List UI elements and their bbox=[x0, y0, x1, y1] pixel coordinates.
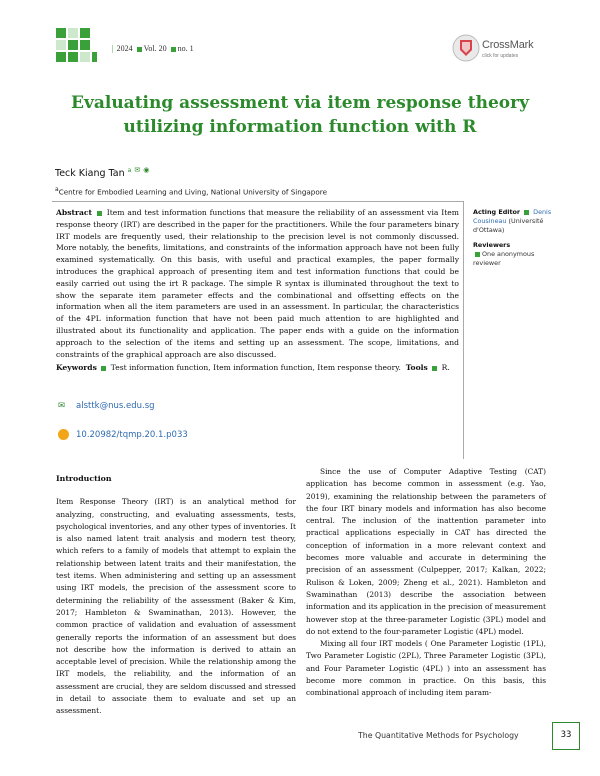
abstract-text: Item and test information functions that measure the reliability of an assessment via Item response theory (IRT) are described in the paper for the practitioners. While the four parameters binary IRT models are frequently used, their relationship to the precision level is not commonly discussed. More notably, the benefits, limitations, and constraints of the information approach have not been fully examined systematically. On this basis, with useful and practical examples, the paper formally introduces the graphical approach of presenting item and test information functions that could be easily carried out using the irt R package. The simple R syntax is illuminated throughout the text to show the separate item parameter effects and the combinational and offsetting effects on the information when all the item parameters are used in an assessment. In particular, the characteristics of the 4PL information function that have not been paid much attention to are highlighted and illustrated about its functionality and application. The paper ends with a guide on the information approach to the selection of the items and setting up an assessment. The scope, limitations, and constraints of the graphical approach are also discussed. bbox=[56, 208, 459, 359]
doi-link[interactable]: 10.20982/tqmp.20.1.p033 bbox=[76, 430, 188, 440]
journal-name: The Quantitative Methods for Psychology bbox=[358, 731, 519, 740]
email-icon[interactable]: ✉ bbox=[134, 166, 141, 174]
journal-footer bbox=[358, 731, 519, 740]
editor-name[interactable]: Denis Cousineau bbox=[473, 208, 552, 225]
abstract-label: Abstract bbox=[56, 208, 93, 217]
body-column-left bbox=[56, 466, 296, 718]
tools-text: R. bbox=[441, 363, 450, 372]
crossmark-sublabel: click for updates bbox=[482, 53, 519, 59]
author-affiliation-mark: a bbox=[127, 167, 132, 174]
affiliation-mark: a bbox=[55, 186, 59, 193]
crossmark-label: CrossMark bbox=[482, 39, 534, 51]
tools-label: Tools bbox=[405, 363, 428, 372]
author-line bbox=[55, 166, 149, 179]
section-heading-introduction: Introduction bbox=[56, 474, 112, 483]
crossmark-icon bbox=[452, 34, 480, 62]
issue-number: no. 1 bbox=[177, 44, 194, 53]
reviewers-text: One anonymous reviewer bbox=[473, 250, 535, 267]
journal-logo-icon bbox=[54, 26, 98, 66]
contact-doi[interactable] bbox=[58, 429, 188, 440]
editor-affiliation: (Université d'Ottawa) bbox=[473, 217, 544, 234]
envelope-icon: ✉ bbox=[58, 401, 66, 411]
paragraph: Since the use of Computer Adaptive Testing (CAT) application has become common in assessment (e.g. Yao, 2019), examining the relationship between the parameters of the four IRT binary models and information has also become central. The inclusion of the inattention parameter into practical applications especially in CAT has directed the conception of information in a more relevant context and becomes more valuable and accurate in determining the precision of an assessment (Culpepper, 2017; Kalkan, 2022; Rulison & Loken, 2009; Zheng et al., 2021). Hambleton and Swaminathan (2013) describe the association between information and its application in the precision of measurement however stop at the three-parameter Logistic (3PL) model and do not extend to the four-parameter Logistic (4PL) model. bbox=[306, 467, 546, 636]
body-column-right bbox=[306, 466, 546, 700]
keywords-label: Keywords bbox=[56, 363, 97, 372]
orcid-icon[interactable]: ◉ bbox=[143, 166, 150, 174]
contact-email[interactable] bbox=[58, 401, 155, 411]
issue-info: | 2024 Vol. 20 no. 1 bbox=[112, 44, 194, 53]
paragraph: Mixing all four IRT models ( One Parameter Logistic (1PL), Two Parameter Logistic (2PL), Three Parameter Logistic (3PL), and Four Parameter Logistic (4PL) ) into an assessment has become more common in practice. On this basis, this combinational approach of including item param- bbox=[306, 639, 546, 698]
crossmark-badge[interactable] bbox=[452, 34, 542, 64]
issue-volume: Vol. 20 bbox=[143, 44, 167, 53]
paragraph: Item Response Theory (IRT) is an analytical method for analyzing, constructing, and evaluating assessments, tests, psychological inventories, and any other types of inventories. It is also named latent trait analysis and modern test theory, which refers to a family of models that attempt to explain the relationship between latent traits and their manifestation, the test items. When administering and setting up an assessment using IRT models, the precision of the assessment score to determining the reliability of the assessment (Baker & Kim, 2017; Hambleton & Swaminathan, 2013). However, the common practice of validation and evaluation of assessment generally reports the information of an assessment but does not describe how the information is derived to attain an acceptable level of precision. While the relationship among the IRT models, the reliability, and the information of an assessment are crucial, they are seldom discussed and stressed in detail to associate them to evaluate and set up an assessment. bbox=[56, 497, 296, 716]
title-line-1: Evaluating assessment via item response theory bbox=[71, 93, 529, 113]
issue-year: 2024 bbox=[116, 44, 133, 53]
affiliation bbox=[55, 186, 327, 196]
doi-icon bbox=[58, 429, 69, 440]
affiliation-text: Centre for Embodied Learning and Living, National University of Singapore bbox=[58, 187, 327, 197]
keywords bbox=[56, 362, 459, 374]
editorial-sidebar bbox=[473, 208, 563, 268]
title-line-2: utilizing information function with R bbox=[123, 117, 477, 137]
reviewers-label: Reviewers bbox=[473, 241, 511, 249]
email-link[interactable]: alsttk@nus.edu.sg bbox=[76, 401, 155, 411]
acting-editor-label: Acting Editor bbox=[473, 208, 521, 216]
abstract bbox=[56, 207, 459, 360]
keywords-text: Test information function, Item information function, Item response theory. bbox=[110, 363, 401, 372]
page-number: 33 bbox=[552, 722, 580, 750]
author-name: Teck Kiang Tan bbox=[55, 168, 125, 180]
paper-title bbox=[40, 91, 560, 139]
